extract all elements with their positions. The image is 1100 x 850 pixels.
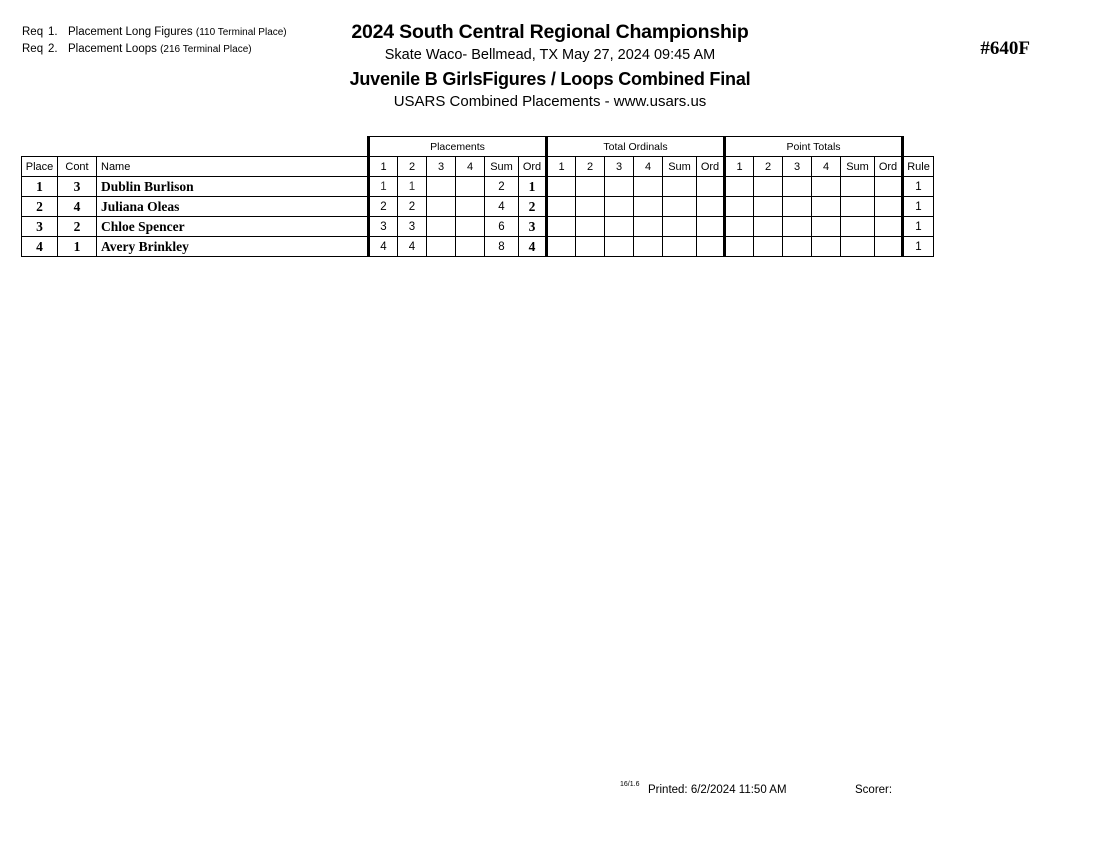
col-header-ordinal-judge-1: 1 <box>547 157 576 177</box>
cell-placement-judge-1: 1 <box>369 177 398 197</box>
cell-placement-judge-2: 3 <box>398 217 427 237</box>
cell-ordinal-judge-4 <box>634 217 663 237</box>
cell-ordinal-judge-3 <box>605 177 634 197</box>
table-row <box>22 237 934 257</box>
cell-place: 2 <box>22 197 58 217</box>
requirement-label: Req <box>22 43 44 55</box>
cell-placement-judge-4 <box>456 177 485 197</box>
requirement-text: Placement Long Figures <box>68 26 193 38</box>
cell-point-judge-2 <box>754 217 783 237</box>
cell-ordinal-sum <box>663 177 697 197</box>
cell-placement-judge-4 <box>456 217 485 237</box>
cell-point-judge-4 <box>812 237 841 257</box>
competition-title: 2024 South Central Regional Championship <box>351 21 749 43</box>
col-header-ordinal-ord: Ord <box>697 157 725 177</box>
cell-placement-ord: 3 <box>519 217 547 237</box>
cell-ordinal-sum <box>663 217 697 237</box>
cell-place: 4 <box>22 237 58 257</box>
cell-ordinal-judge-3 <box>605 197 634 217</box>
results-sheet <box>21 136 934 257</box>
cell-ordinal-sum <box>663 197 697 217</box>
cell-point-judge-3 <box>783 177 812 197</box>
cell-ordinal-sum <box>663 237 697 257</box>
cell-rule: 1 <box>903 197 934 217</box>
spacer-cell <box>97 137 369 157</box>
col-header-ordinal-judge-4: 4 <box>634 157 663 177</box>
cell-cont: 3 <box>58 177 97 197</box>
group-header-point-totals: Point Totals <box>725 137 903 157</box>
col-header-cont: Cont <box>58 157 97 177</box>
spacer-cell <box>903 137 934 157</box>
cell-place: 1 <box>22 177 58 197</box>
col-header-ordinal-judge-3: 3 <box>605 157 634 177</box>
col-header-placement-judge-3: 3 <box>427 157 456 177</box>
col-header-point-judge-4: 4 <box>812 157 841 177</box>
col-header-placement-judge-2: 2 <box>398 157 427 177</box>
cell-rule: 1 <box>903 217 934 237</box>
cell-placement-judge-4 <box>456 237 485 257</box>
cell-point-judge-1 <box>725 197 754 217</box>
table-row <box>22 197 934 217</box>
cell-ordinal-judge-4 <box>634 237 663 257</box>
col-header-name: Name <box>97 157 369 177</box>
requirement-terminal-place: (216 Terminal Place) <box>160 44 252 55</box>
scorer-label: Scorer: <box>855 784 893 796</box>
cell-point-judge-2 <box>754 177 783 197</box>
cell-point-judge-1 <box>725 177 754 197</box>
cell-ordinal-judge-2 <box>576 197 605 217</box>
cell-ordinal-judge-3 <box>605 237 634 257</box>
cell-placement-ord: 4 <box>519 237 547 257</box>
printed-timestamp: Printed: 6/2/2024 11:50 AM <box>648 784 787 796</box>
table-column-header-row <box>22 157 934 177</box>
cell-ordinal-judge-3 <box>605 217 634 237</box>
cell-cont: 4 <box>58 197 97 217</box>
col-header-point-judge-2: 2 <box>754 157 783 177</box>
cell-placement-judge-2: 2 <box>398 197 427 217</box>
cell-point-judge-1 <box>725 237 754 257</box>
event-title: Juvenile B GirlsFigures / Loops Combined Final <box>349 69 751 89</box>
cell-point-ord <box>875 197 903 217</box>
cell-ordinal-judge-1 <box>547 237 576 257</box>
sanction-note: USARS Combined Placements - www.usars.us <box>393 93 707 110</box>
cell-point-judge-4 <box>812 177 841 197</box>
cell-skater-name: Dublin Burlison <box>97 177 369 197</box>
col-header-point-judge-3: 3 <box>783 157 812 177</box>
cell-rule: 1 <box>903 237 934 257</box>
cell-ordinal-judge-4 <box>634 177 663 197</box>
col-header-placement-judge-4: 4 <box>456 157 485 177</box>
requirement-row-2 <box>22 41 287 58</box>
group-header-placements: Placements <box>369 137 547 157</box>
cell-point-sum <box>841 177 875 197</box>
cell-ordinal-judge-1 <box>547 217 576 237</box>
cell-cont: 2 <box>58 217 97 237</box>
table-row <box>22 177 934 197</box>
table-row <box>22 217 934 237</box>
col-header-placement-ord: Ord <box>519 157 547 177</box>
cell-ordinal-judge-2 <box>576 217 605 237</box>
cell-placement-sum: 4 <box>485 197 519 217</box>
cell-placement-judge-2: 1 <box>398 177 427 197</box>
cell-skater-name: Chloe Spencer <box>97 217 369 237</box>
col-header-point-sum: Sum <box>841 157 875 177</box>
cell-placement-judge-3 <box>427 177 456 197</box>
cell-placement-sum: 2 <box>485 177 519 197</box>
col-header-placement-judge-1: 1 <box>369 157 398 177</box>
cell-ordinal-ord <box>697 197 725 217</box>
col-header-ordinal-judge-2: 2 <box>576 157 605 177</box>
cell-ordinal-ord <box>697 237 725 257</box>
venue-datetime: Skate Waco- Bellmead, TX May 27, 2024 09:45 AM <box>384 47 716 63</box>
requirement-text: Placement Loops <box>68 43 157 55</box>
requirement-number: 1. <box>48 26 58 38</box>
cell-point-judge-3 <box>783 197 812 217</box>
cell-ordinal-judge-2 <box>576 237 605 257</box>
cell-point-sum <box>841 197 875 217</box>
cell-point-sum <box>841 237 875 257</box>
cell-placement-sum: 8 <box>485 237 519 257</box>
cell-point-judge-4 <box>812 197 841 217</box>
cell-skater-name: Juliana Oleas <box>97 197 369 217</box>
page-header <box>0 20 1100 130</box>
title-block <box>260 20 840 112</box>
table-group-header-row <box>22 137 934 157</box>
cell-rule: 1 <box>903 177 934 197</box>
cell-placement-judge-1: 2 <box>369 197 398 217</box>
cell-point-judge-3 <box>783 217 812 237</box>
col-header-ordinal-sum: Sum <box>663 157 697 177</box>
cell-placement-judge-2: 4 <box>398 237 427 257</box>
cell-cont: 1 <box>58 237 97 257</box>
requirement-terminal-place: (110 Terminal Place) <box>195 27 287 38</box>
cell-ordinal-ord <box>697 217 725 237</box>
cell-placement-judge-1: 3 <box>369 217 398 237</box>
event-number: #640F <box>980 38 1030 59</box>
cell-placement-judge-3 <box>427 197 456 217</box>
cell-ordinal-judge-1 <box>547 177 576 197</box>
cell-point-judge-2 <box>754 197 783 217</box>
col-header-point-ord: Ord <box>875 157 903 177</box>
cell-place: 3 <box>22 217 58 237</box>
cell-point-judge-2 <box>754 237 783 257</box>
requirement-number: 2. <box>48 43 58 55</box>
col-header-rule: Rule <box>903 157 934 177</box>
requirement-row-1 <box>22 24 287 41</box>
cell-ordinal-judge-4 <box>634 197 663 217</box>
requirements-list <box>22 24 287 58</box>
version-stamp: 16/1.6 <box>620 781 640 788</box>
cell-placement-judge-3 <box>427 217 456 237</box>
col-header-point-judge-1: 1 <box>725 157 754 177</box>
cell-placement-judge-1: 4 <box>369 237 398 257</box>
spacer-cell <box>22 137 58 157</box>
cell-point-judge-3 <box>783 237 812 257</box>
results-table <box>21 136 934 257</box>
requirement-label: Req <box>22 26 44 38</box>
cell-placement-judge-4 <box>456 197 485 217</box>
cell-placement-ord: 1 <box>519 177 547 197</box>
cell-point-ord <box>875 217 903 237</box>
cell-point-judge-1 <box>725 217 754 237</box>
cell-point-judge-4 <box>812 217 841 237</box>
cell-ordinal-judge-1 <box>547 197 576 217</box>
cell-point-ord <box>875 237 903 257</box>
cell-ordinal-judge-2 <box>576 177 605 197</box>
cell-ordinal-ord <box>697 177 725 197</box>
cell-placement-ord: 2 <box>519 197 547 217</box>
group-header-total-ordinals: Total Ordinals <box>547 137 725 157</box>
col-header-placement-sum: Sum <box>485 157 519 177</box>
cell-placement-judge-3 <box>427 237 456 257</box>
cell-point-sum <box>841 217 875 237</box>
cell-point-ord <box>875 177 903 197</box>
cell-placement-sum: 6 <box>485 217 519 237</box>
cell-skater-name: Avery Brinkley <box>97 237 369 257</box>
col-header-place: Place <box>22 157 58 177</box>
spacer-cell <box>58 137 97 157</box>
